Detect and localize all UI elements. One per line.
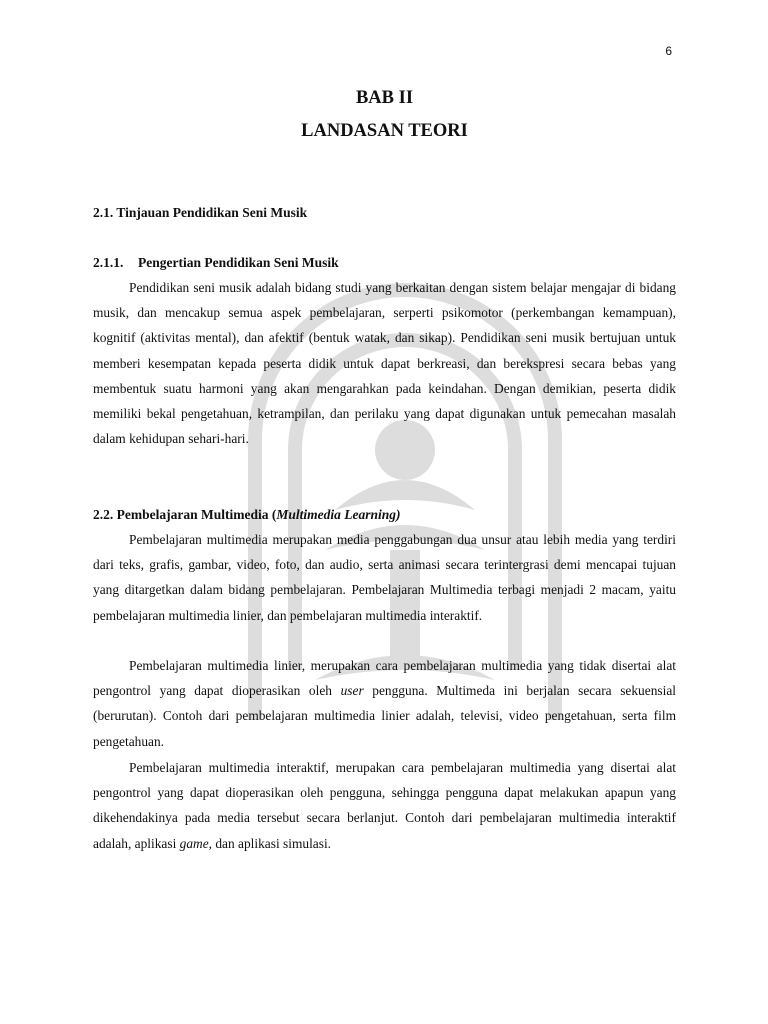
section-number: 2.1.1.: [93, 255, 124, 270]
paragraph-text: Pembelajaran multimedia interaktif, merupakan cara pembelajaran multimedia yang disertai alat pengontrol yang dapat dioperasikan oleh pengguna, sehingga pengguna dapat melakukan apapun yang dikehendakinya pada media tersebut secara berlanjut. Contoh dari pembelajaran multimedia interaktif adalah, aplikasi: [93, 760, 676, 851]
chapter-label: BAB II: [355, 88, 414, 108]
section-title: Pengertian Pendidikan Seni Musik: [138, 255, 339, 270]
chapter-title: LANDASAN TEORI: [301, 121, 468, 141]
section-title: 2.2. Pembelajaran Multimedia (: [93, 507, 277, 522]
paragraph-4: [93, 755, 676, 856]
paragraph-1: Pendidikan seni musik adalah bidang studi yang berkaitan dengan sistem belajar mengajar di bidang musik, dan mencakup semua aspek pembelajaran, serperti psikomotor (perkembangan kemampuan), kognitif (aktivitas mental), dan afektif (bentuk watak, dan sikap). Pendidikan seni musik bertujuan untuk memberi kesempatan kepada peserta didik untuk dapat berkreasi, dan berekspresi secara bebas yang membentuk suatu harmoni yang akan mengarahkan pada keindahan. Dengan demikian, peserta didik memiliki bekal pengetahuan, ketrampilan, dan perilaku yang dapat digunakan untuk pemecahan masalah dalam kehidupan sehari-hari.: [93, 280, 676, 447]
italic-term-game: game: [179, 835, 209, 851]
page-number: 6: [665, 44, 672, 58]
paragraph-text: , dan aplikasi simulasi.: [208, 835, 332, 851]
section-heading-2-1-1: [93, 255, 339, 271]
section-title-italic: Multimedia Learning): [276, 507, 401, 522]
section-heading-2-2: [93, 507, 401, 523]
paragraph-text: Pembelajaran multimedia linier, merupakan cara pembelajaran multimedia yang tidak disertai alat pengontrol yang dapat dioperasikan oleh: [93, 658, 676, 699]
paragraph-3: [93, 653, 676, 754]
paragraph-2: Pembelajaran multimedia merupakan media penggabungan dua unsur atau lebih media yang terdiri dari teks, grafis, gambar, video, foto, dan audio, serta animasi secara terintergrasi demi mencapai tujuan yang ditargetkan dalam bidang pembelajaran. Pembelajaran Multimedia terbagi menjadi 2 macam, yaitu pembelajaran multimedia linier, dan pembelajaran multimedia interaktif.: [93, 532, 676, 623]
italic-term-user: user: [340, 683, 364, 699]
paragraph-text: pengguna. Multimeda ini berjalan secara sekuensial (berurutan). Contoh dari pembelajaran multimedia linier adalah, televisi, video pengetahuan, serta film pengetahuan.: [93, 683, 676, 749]
section-heading-2-1: 2.1. Tinjauan Pendidikan Seni Musik: [93, 205, 308, 220]
